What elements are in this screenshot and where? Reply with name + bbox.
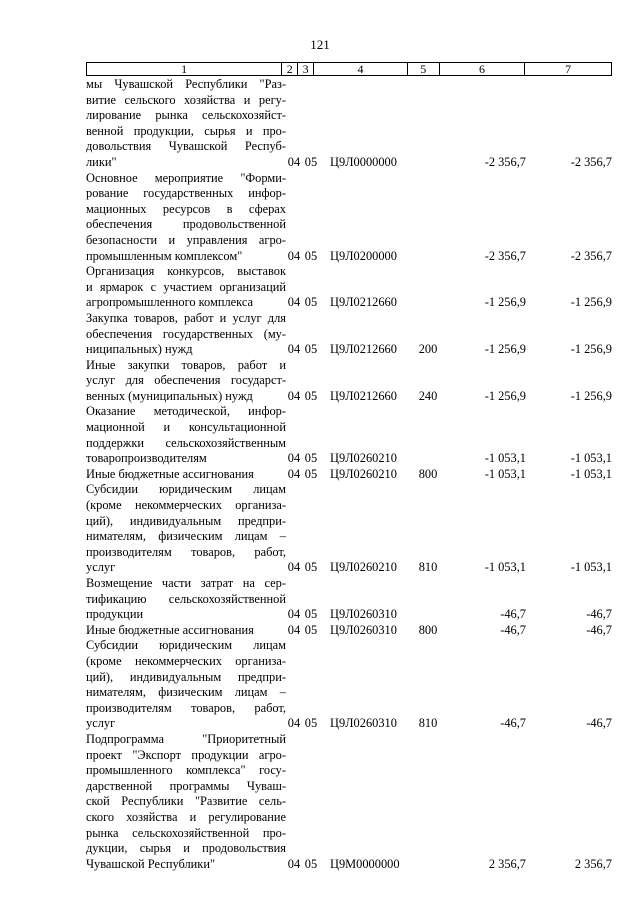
expense-type-code: [412, 155, 444, 171]
amount-col-6: -1 256,9: [484, 388, 526, 403]
subsection-code: 05: [304, 622, 318, 637]
row-name-line: Организация конкурсов, выставок: [86, 264, 286, 279]
row-name-line: Оказание методической, инфор-: [86, 404, 286, 419]
amount-col-7: -1 053,1: [570, 451, 612, 466]
row-name-line: Закупка товаров, работ и услуг для: [86, 310, 286, 325]
expense-type-code: 800: [418, 622, 438, 637]
row-name-line: Субсидии юридическим лицам: [86, 638, 286, 653]
header-col-5: 5: [408, 63, 440, 75]
row-name-line: Иные бюджетные ассигнования: [86, 466, 254, 481]
table-row: [86, 171, 612, 265]
row-name-line: витие сельского хозяйства и регу-: [86, 92, 286, 107]
target-article-code: Ц9Л0212660: [330, 388, 397, 403]
row-name-line: продукции: [86, 607, 144, 622]
row-name-line: ского хозяйства и регулирование: [86, 809, 286, 824]
row-values: [286, 857, 612, 873]
row-name-line: безопасности и управления агро-: [86, 232, 286, 247]
row-name-line: венных (муниципальных) нужд: [86, 388, 253, 403]
table-row: [86, 358, 612, 405]
row-name: [86, 623, 286, 639]
amount-col-7: -1 256,9: [570, 295, 612, 310]
row-name-line: обеспечения государственных (му-: [86, 326, 286, 341]
row-name-line: ций), индивидуальным предпри-: [86, 513, 286, 528]
section-code: 04: [287, 622, 301, 637]
row-name: [86, 732, 286, 872]
row-name-line: Субсидии юридическим лицам: [86, 482, 286, 497]
row-name-line: лики": [86, 154, 117, 169]
row-name-line: (кроме некоммерческих организа-: [86, 498, 286, 513]
row-values: [286, 451, 612, 467]
table-row: [86, 576, 612, 623]
expense-type-code: 800: [418, 466, 438, 481]
amount-col-6: 2 356,7: [488, 856, 526, 871]
row-name-line: Чувашской Республики": [86, 856, 216, 871]
row-name-line: промышленным комплексом": [86, 248, 243, 263]
row-name-line: рование государственных инфор-: [86, 186, 286, 201]
row-name: [86, 467, 286, 483]
header-col-7: 7: [565, 62, 572, 76]
row-name-line: Основное мероприятие "Форми-: [86, 170, 286, 185]
row-values: [286, 389, 612, 405]
row-name: [86, 482, 286, 576]
section-code: 04: [287, 295, 301, 310]
subsection-code: 05: [304, 466, 318, 481]
subsection-code: 05: [304, 451, 318, 466]
row-name-line: ской Республики "Развитие сель-: [86, 794, 286, 809]
amount-col-7: -46,7: [586, 716, 612, 731]
row-name-line: рынка сельскохозяйственной про-: [86, 825, 286, 840]
expense-type-code: [412, 249, 444, 265]
row-name-line: довольствия Чувашской Респуб-: [86, 139, 286, 154]
subsection-code: 05: [304, 716, 318, 731]
row-name-line: Иные закупки товаров, работ и: [86, 357, 286, 372]
row-name: [86, 638, 286, 732]
row-name-line: тификацию сельскохозяйственной: [86, 591, 286, 606]
expense-type-code: 810: [418, 716, 438, 731]
amount-col-7: -1 053,1: [570, 560, 612, 575]
row-values: [286, 467, 612, 483]
subsection-code: 05: [304, 560, 318, 575]
target-article-code: Ц9Л0212660: [330, 295, 397, 310]
table-row: [86, 404, 612, 466]
section-code: 04: [287, 154, 301, 169]
subsection-code: 05: [304, 856, 318, 871]
section-code: 04: [287, 451, 301, 466]
target-article-code: Ц9Л0212660: [330, 342, 397, 357]
row-values: [286, 295, 612, 311]
target-article-code: Ц9Л0260310: [330, 716, 397, 731]
row-name-line: и ярмарок с участием организаций: [86, 279, 286, 294]
target-article-code: Ц9Л0260210: [330, 451, 397, 466]
expense-type-code: [412, 451, 444, 467]
section-code: 04: [287, 248, 301, 263]
section-code: 04: [287, 466, 301, 481]
row-name-line: услуг для обеспечения государст-: [86, 373, 286, 388]
table-row: [86, 467, 612, 483]
target-article-code: Ц9Л0200000: [330, 248, 397, 263]
row-values: [286, 607, 612, 623]
section-code: 04: [287, 342, 301, 357]
header-col-1: 1: [87, 63, 282, 75]
row-name-line: мы Чувашской Республики "Раз-: [86, 77, 286, 91]
amount-col-6: -2 356,7: [484, 248, 526, 263]
row-name: [86, 404, 286, 466]
row-values: [286, 155, 612, 171]
expense-type-code: 200: [418, 342, 438, 357]
row-name-line: Подпрограмма "Приоритетный: [86, 731, 286, 746]
amount-col-7: -1 053,1: [570, 466, 612, 481]
row-name-line: ций), индивидуальным предпри-: [86, 669, 286, 684]
header-col-6: 6: [440, 63, 526, 75]
amount-col-6: -1 256,9: [484, 342, 526, 357]
amount-col-7: -2 356,7: [570, 248, 612, 263]
table-row: [86, 77, 612, 171]
subsection-code: 05: [304, 295, 318, 310]
amount-col-6: -46,7: [500, 622, 526, 637]
subsection-code: 05: [304, 607, 318, 622]
header-col-2: 2: [282, 63, 298, 75]
row-values: [286, 716, 612, 732]
row-name-line: промышленного комплекса" госу-: [86, 763, 286, 778]
amount-col-7: -46,7: [586, 622, 612, 637]
row-name: [86, 358, 286, 405]
table-body: [86, 77, 612, 872]
row-name-line: нимателям, физическим лицам –: [86, 529, 286, 544]
section-code: 04: [287, 607, 301, 622]
row-name-line: агропромышленного комплекса: [86, 295, 254, 310]
row-name-line: лирование рынка сельскохозяйст-: [86, 108, 286, 123]
row-name-line: производителям товаров, работ,: [86, 544, 286, 559]
row-name-line: (кроме некоммерческих организа-: [86, 653, 286, 668]
row-name: [86, 77, 286, 171]
row-name: [86, 576, 286, 623]
amount-col-7: 2 356,7: [574, 856, 612, 871]
row-name-line: проект "Экспорт продукции агро-: [86, 747, 286, 762]
amount-col-6: -46,7: [500, 607, 526, 622]
expense-type-code: [412, 295, 444, 311]
header-col-4: 4: [314, 63, 408, 75]
row-name-line: услуг: [86, 560, 116, 575]
target-article-code: Ц9Л0260210: [330, 466, 397, 481]
row-name-line: поддержки сельскохозяйственным: [86, 435, 286, 450]
table-row: [86, 732, 612, 872]
row-values: [286, 342, 612, 358]
subsection-code: 05: [304, 388, 318, 403]
amount-col-7: -46,7: [586, 607, 612, 622]
row-name-line: дукции, сырья и продовольствия: [86, 841, 286, 856]
amount-col-6: -46,7: [500, 716, 526, 731]
table-header: [86, 62, 612, 76]
subsection-code: 05: [304, 248, 318, 263]
table-row: [86, 638, 612, 732]
table-row: [86, 311, 612, 358]
row-name-line: товаропроизводителям: [86, 451, 207, 466]
section-code: 04: [287, 388, 301, 403]
row-name-line: обеспечения продовольственной: [86, 217, 286, 232]
table-row: [86, 623, 612, 639]
row-name: [86, 171, 286, 265]
row-values: [286, 249, 612, 265]
row-name-line: нимателям, физическим лицам –: [86, 685, 286, 700]
row-name-line: Возмещение части затрат на сер-: [86, 576, 286, 590]
section-code: 04: [287, 716, 301, 731]
target-article-code: Ц9М0000000: [330, 856, 400, 871]
row-values: [286, 560, 612, 576]
target-article-code: Ц9Л0260210: [330, 560, 397, 575]
table-row: [86, 482, 612, 576]
section-code: 04: [287, 560, 301, 575]
expense-type-code: [412, 857, 444, 873]
amount-col-7: -2 356,7: [570, 154, 612, 169]
subsection-code: 05: [304, 154, 318, 169]
amount-col-6: -1 256,9: [484, 295, 526, 310]
amount-col-6: -1 053,1: [484, 466, 526, 481]
target-article-code: Ц9Л0000000: [330, 154, 397, 169]
amount-col-7: -1 256,9: [570, 388, 612, 403]
amount-col-6: -1 053,1: [484, 451, 526, 466]
page-number: 121: [310, 37, 330, 52]
row-name-line: производителям товаров, работ,: [86, 700, 286, 715]
amount-col-6: -2 356,7: [484, 154, 526, 169]
row-name: [86, 311, 286, 358]
header-col-3: 3: [298, 63, 314, 75]
section-code: 04: [287, 856, 301, 871]
expense-type-code: 240: [418, 388, 438, 403]
subsection-code: 05: [304, 342, 318, 357]
row-name-line: мационных ресурсов в сферах: [86, 201, 286, 216]
target-article-code: Ц9Л0260310: [330, 622, 397, 637]
amount-col-6: -1 053,1: [484, 560, 526, 575]
row-name-line: Иные бюджетные ассигнования: [86, 622, 254, 637]
row-values: [286, 623, 612, 639]
row-name-line: дарственной программы Чуваш-: [86, 778, 286, 793]
row-name: [86, 264, 286, 311]
row-name-line: мационной и консультационной: [86, 420, 286, 435]
row-name-line: венной продукции, сырья и про-: [86, 123, 286, 138]
target-article-code: Ц9Л0260310: [330, 607, 397, 622]
amount-col-7: -1 256,9: [570, 342, 612, 357]
row-name-line: услуг: [86, 716, 116, 731]
expense-type-code: 810: [418, 560, 438, 575]
row-name-line: ниципальных) нужд: [86, 342, 193, 357]
table-row: [86, 264, 612, 311]
expense-type-code: [412, 607, 444, 623]
